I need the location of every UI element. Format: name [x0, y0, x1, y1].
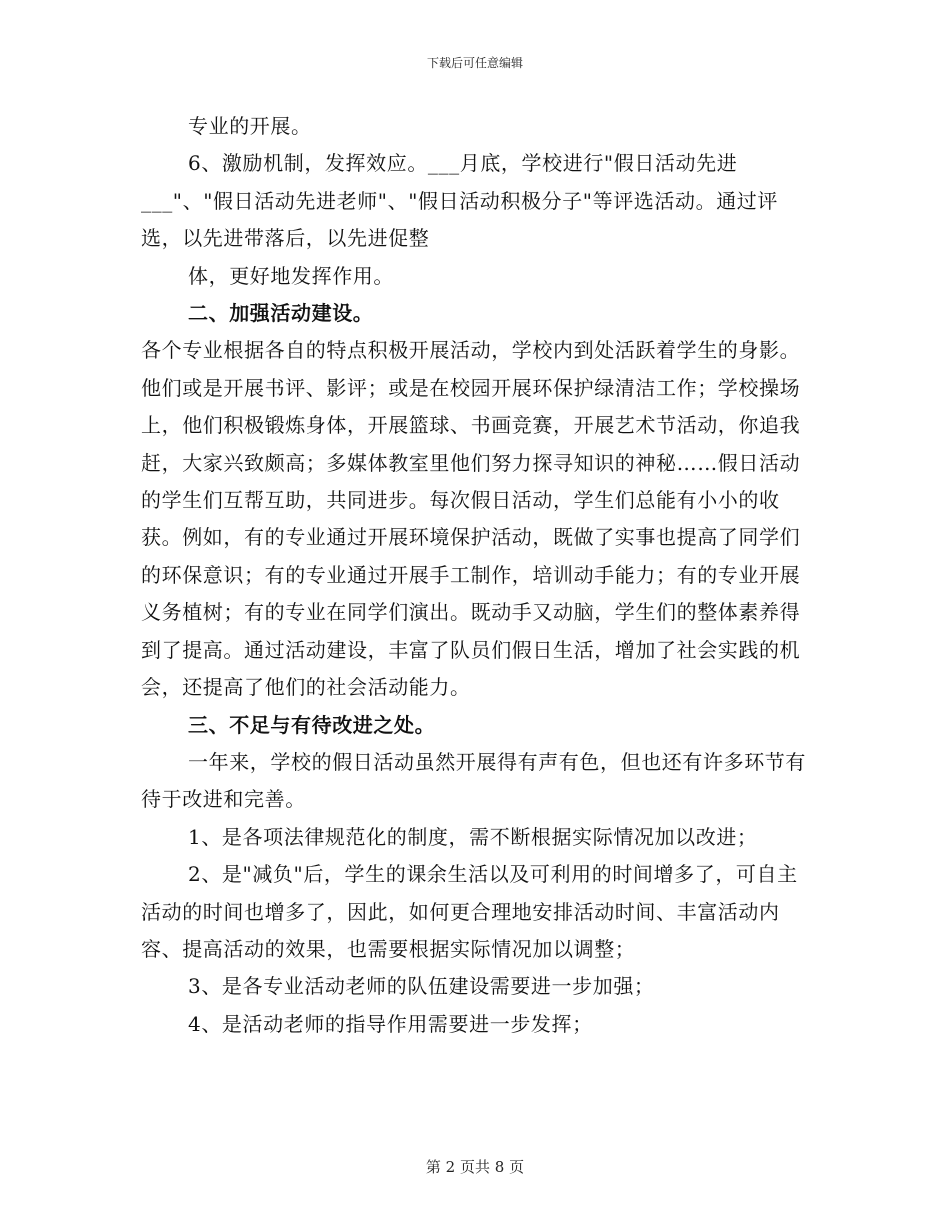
page-header: 下载后可任意编辑 [426, 56, 523, 70]
list-item: 2、是"减负"后，学生的课余生活以及可利用的时间增多了，可自主活动的时间也增多了，因此，如何更合理地安排活动时间、丰富活动内容、提高活动的效果，也需要根据实际情况加以调整； [141, 862, 798, 961]
paragraph: 一年来，学校的假日活动虽然开展得有声有色，但也还有许多环节有待于改进和完善。 [141, 749, 806, 812]
paragraph: 专业的开展。 [188, 114, 312, 138]
document-body [141, 108, 809, 1043]
list-item: 3、是各专业活动老师的队伍建设需要进一步加强； [188, 974, 655, 999]
page-footer: 第 2 页共 8 页 [425, 1158, 525, 1176]
paragraph: 各个专业根据各自的特点积极开展活动，学校内到处活跃着学生的身影。他们或是开展书评、影评；或是在校园开展环保护绿清洁工作；学校操场上，他们积极锻炼身体，开展篮球、书画竞赛，开展艺术节活动，你追我赶，大家兴致颇高；多媒体教室里他们努力探寻知识的神秘……假日活动的学生们互帮互助，共同进步。每次假日活动，学生们总能有小小的收获。例如，有的专业通过开展环境保护活动，既做了实事也提高了同学们的环保意识；有的专业通过开展手工制作，培训动手能力；有的专业开展义务植树；有的专业在同学们演出。既动手又动脑，学生们的整体素养得到了提高。通过活动建设，丰富了队员们假日生活，增加了社会实践的机会，还提高了他们的社会活动能力。 [141, 338, 801, 700]
section-heading: 二、加强活动建设。 [188, 301, 374, 326]
paragraph: 6、激励机制，发挥效应。___月底，学校进行"假日活动先进___"、"假日活动先进老师"、"假日活动积极分子"等评选活动。通过评选，以先进带落后，以先进促整 [141, 151, 778, 251]
list-item: 1、是各项法律规范化的制度，需不断根据实际情况加以改进； [188, 824, 758, 849]
paragraph: 体，更好地发挥作用。 [188, 263, 394, 288]
section-heading: 三、不足与有待改进之处。 [188, 712, 436, 737]
list-item: 4、是活动老师的指导作用需要进一步发挥； [188, 1011, 593, 1036]
